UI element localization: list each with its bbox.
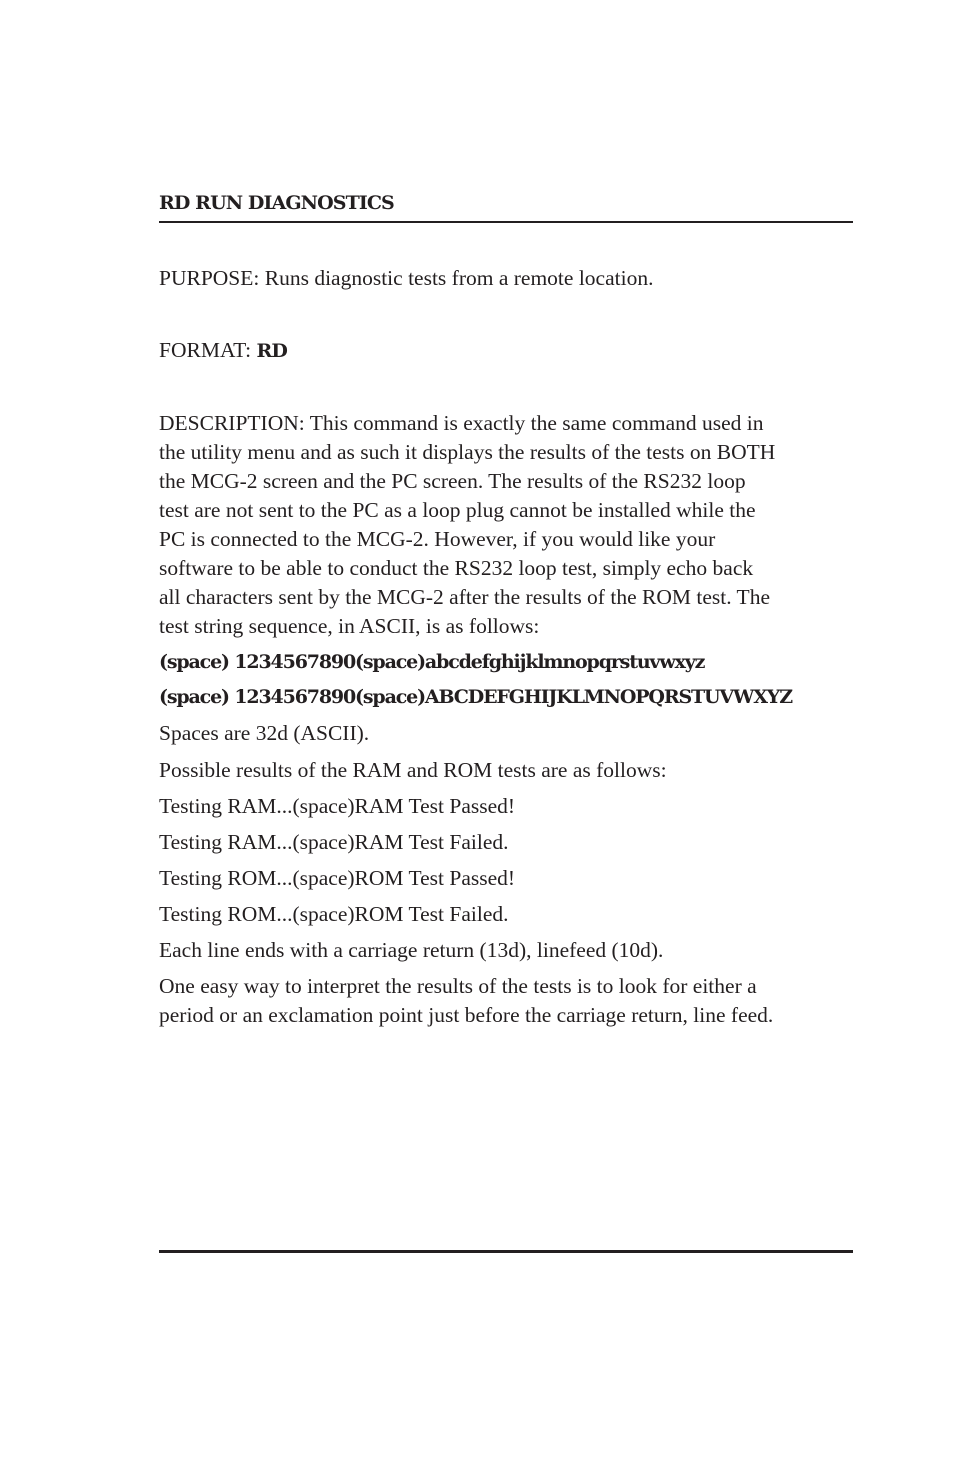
interpret-line: One easy way to interpret the results of the tests is to look for either a xyxy=(159,974,757,998)
description-line: test are not sent to the PC as a loop plug cannot be installed while the xyxy=(159,498,756,522)
result-line: Testing RAM...(space)RAM Test Passed! xyxy=(159,794,516,818)
test-string-uppercase: (space) 1234567890(space)ABCDEFGHIJKLMNOPQRSTUVWXYZ xyxy=(159,686,792,708)
description-line: the utility menu and as such it displays the results of the tests on BOTH xyxy=(159,440,776,464)
heading-rule xyxy=(159,221,853,223)
result-line: Testing ROM...(space)ROM Test Failed. xyxy=(159,902,509,926)
result-line: Testing RAM...(space)RAM Test Failed. xyxy=(159,830,509,854)
description-paragraph xyxy=(159,409,853,641)
format-line xyxy=(159,336,853,366)
result-line: Testing ROM...(space)ROM Test Passed! xyxy=(159,866,516,890)
footer-rule xyxy=(159,1250,853,1253)
test-string-lowercase: (space) 1234567890(space)abcdefghijklmnopqrstuvwxyz xyxy=(159,651,705,673)
format-command: RD xyxy=(256,340,287,362)
description-line: all characters sent by the MCG-2 after the results of the ROM test. The xyxy=(159,585,770,609)
manual-page xyxy=(159,0,853,1475)
description-line: test string sequence, in ASCII, is as follows: xyxy=(159,614,540,638)
format-label: FORMAT: xyxy=(159,338,257,362)
description-line: PC is connected to the MCG-2. However, if you would like your xyxy=(159,527,716,551)
description-line: the MCG-2 screen and the PC screen. The results of the RS232 loop xyxy=(159,469,746,493)
description-line: software to be able to conduct the RS232 loop test, simply echo back xyxy=(159,556,754,580)
interpret-line: period or an exclamation point just before the carriage return, line feed. xyxy=(159,1003,774,1027)
spaces-note: Spaces are 32d (ASCII). xyxy=(159,721,370,745)
purpose-text: PURPOSE: Runs diagnostic tests from a remote location. xyxy=(159,266,654,290)
line-end-note: Each line ends with a carriage return (13d), linefeed (10d). xyxy=(159,938,664,962)
description-line: DESCRIPTION: This command is exactly the same command used in xyxy=(159,411,764,435)
section-heading: RD RUN DIAGNOSTICS xyxy=(159,192,394,214)
results-intro: Possible results of the RAM and ROM tests are as follows: xyxy=(159,758,667,782)
